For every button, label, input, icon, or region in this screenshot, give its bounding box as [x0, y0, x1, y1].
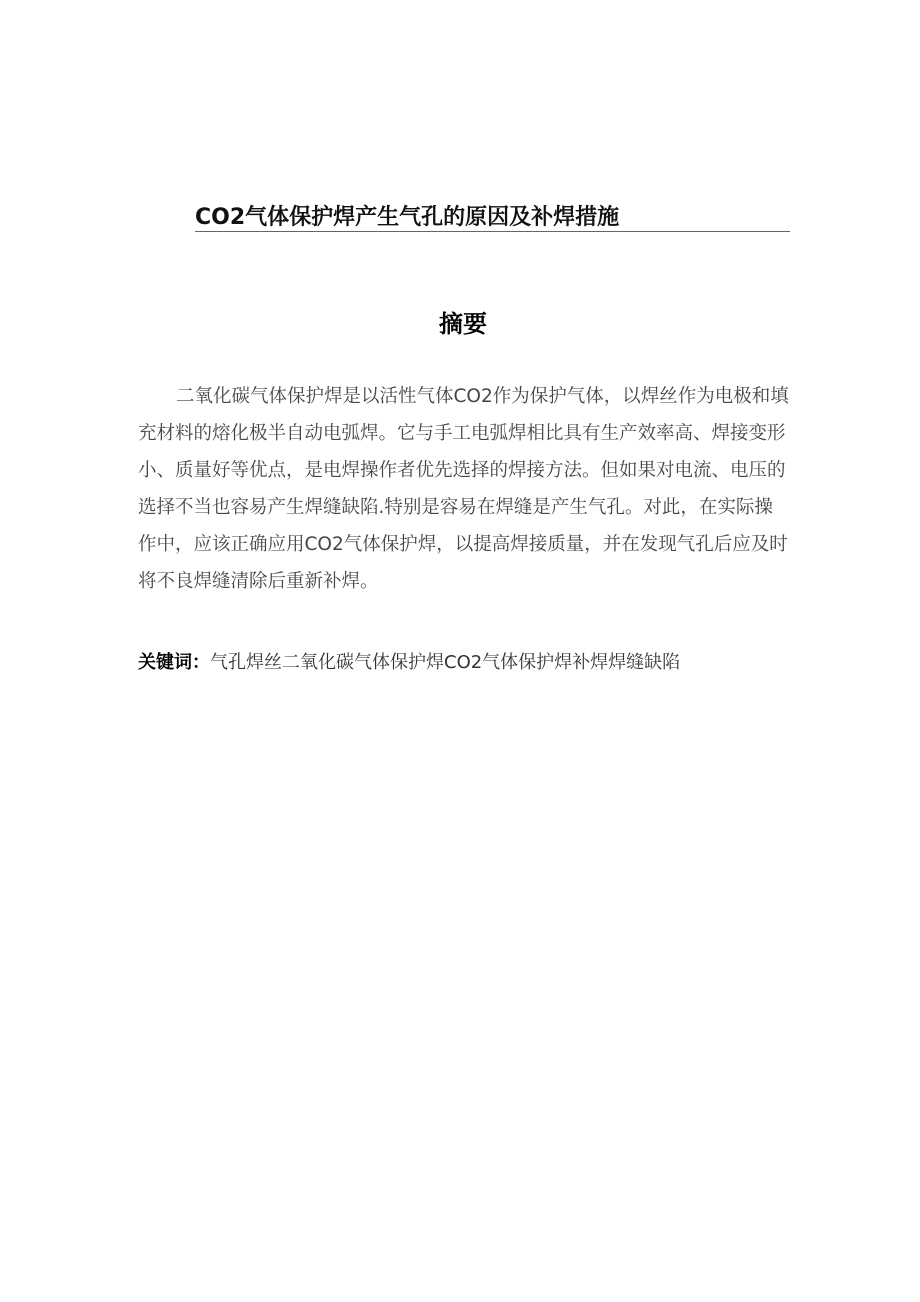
keywords-label: 关键词：	[138, 652, 210, 673]
abstract-line: 二氧化碳气体保护焊是以活性气体CO2作为保护气体，以焊丝作为电极和填	[176, 386, 789, 407]
abstract-heading: 摘要	[439, 310, 487, 338]
keywords-text: 气孔焊丝二氧化碳气体保护焊CO2气体保护焊补焊焊缝缺陷	[210, 652, 681, 673]
abstract-line: 充材料的熔化极半自动电弧焊。它与手工电弧焊相比具有生产效率高、焊接变形	[138, 423, 786, 444]
keywords	[138, 648, 680, 674]
abstract-line: 作中，应该正确应用CO2气体保护焊，以提高焊接质量，并在发现气孔后应及时	[138, 534, 788, 555]
abstract-line: 将不良焊缝清除后重新补焊。	[138, 571, 379, 592]
title-underline-divider	[195, 231, 790, 232]
document-title: CO2气体保护焊产生气孔的原因及补焊措施	[195, 205, 620, 230]
abstract-paragraph	[138, 383, 798, 605]
abstract-line: 选择不当也容易产生焊缝缺陷.特别是容易在焊缝是产生气孔。对此，在实际操	[138, 497, 773, 518]
abstract-line: 小、质量好等优点，是电焊操作者优先选择的焊接方法。但如果对电流、电压的	[138, 460, 786, 481]
